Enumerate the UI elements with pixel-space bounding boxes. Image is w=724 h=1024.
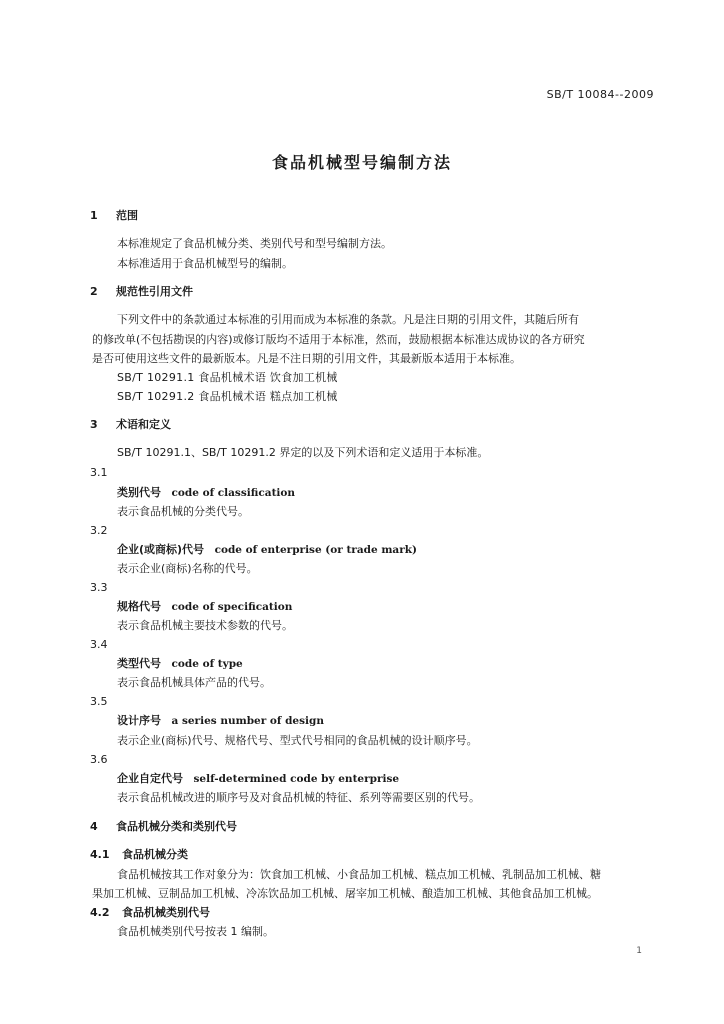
term-entry: [117, 772, 399, 786]
term-zh: 设计序号: [117, 714, 161, 727]
section-title: 规范性引用文件: [116, 285, 193, 298]
subsection-title: 食品机械类别代号: [122, 906, 210, 919]
term-number: 3.6: [90, 753, 108, 766]
paragraph: 果加工机械、豆制品加工机械、冷冻饮品加工机械、屠宰加工机械、酿造加工机械、其他食品加工机械。: [92, 887, 598, 900]
paragraph: 下列文件中的条款通过本标准的引用而成为本标准的条款。凡是注日期的引用文件，其随后所有: [117, 313, 579, 326]
term-en: self-determined code by enterprise: [193, 773, 400, 785]
term-definition: 表示食品机械具体产品的代号。: [117, 676, 271, 689]
term-entry: [117, 486, 295, 500]
normative-reference: SB/T 10291.2 食品机械术语 糕点加工机械: [117, 390, 338, 403]
term-number: 3.1: [90, 466, 108, 479]
term-zh: 类别代号: [117, 486, 161, 499]
section-title: 食品机械分类和类别代号: [116, 820, 237, 833]
subsection-number: 4.2: [90, 906, 110, 919]
section-number: 3: [90, 418, 98, 431]
term-number: 3.3: [90, 581, 108, 594]
term-zh: 规格代号: [117, 600, 161, 613]
term-number: 3.2: [90, 524, 108, 537]
term-zh: 类型代号: [117, 657, 161, 670]
section-number: 1: [90, 209, 98, 222]
paragraph: 本标准规定了食品机械分类、类别代号和型号编制方法。: [117, 237, 392, 250]
subsection-4-2-heading: [90, 906, 210, 920]
paragraph: 食品机械按其工作对象分为：饮食加工机械、小食品加工机械、糕点加工机械、乳制品加工机械、糖: [117, 868, 601, 881]
term-entry: [117, 600, 292, 614]
term-en: code of classification: [171, 487, 296, 499]
section-number: 2: [90, 285, 98, 298]
subsection-4-1-heading: [90, 848, 188, 862]
paragraph: 本标准适用于食品机械型号的编制。: [117, 257, 293, 270]
term-en: code of specification: [171, 601, 293, 613]
term-definition: 表示企业(商标)名称的代号。: [117, 562, 258, 575]
paragraph: 是否可使用这些文件的最新版本。凡是不注日期的引用文件，其最新版本适用于本标准。: [92, 352, 521, 365]
term-entry: [117, 657, 243, 671]
subsection-title: 食品机械分类: [122, 848, 188, 861]
term-zh: 企业自定代号: [117, 772, 183, 785]
term-en: code of type: [171, 658, 243, 670]
section-4-heading: [90, 820, 237, 834]
term-zh: 企业(或商标)代号: [117, 543, 205, 556]
term-number: 3.4: [90, 638, 108, 651]
term-definition: 表示企业(商标)代号、规格代号、型式代号相同的食品机械的设计顺序号。: [117, 734, 478, 747]
term-definition: 表示食品机械改进的顺序号及对食品机械的特征、系列等需要区别的代号。: [117, 791, 480, 804]
section-3-heading: [90, 418, 171, 432]
section-number: 4: [90, 820, 98, 833]
term-definition: 表示食品机械的分类代号。: [117, 505, 249, 518]
section-title: 范围: [116, 209, 138, 222]
term-definition: 表示食品机械主要技术参数的代号。: [117, 619, 293, 632]
section-1-heading: [90, 209, 138, 223]
document-title: 食品机械型号编制方法: [271, 153, 452, 172]
subsection-number: 4.1: [90, 848, 110, 861]
term-number: 3.5: [90, 695, 108, 708]
section-2-heading: [90, 285, 193, 299]
term-entry: [117, 714, 324, 728]
term-entry: [117, 543, 417, 557]
section-title: 术语和定义: [116, 418, 171, 431]
page-number: 1: [636, 946, 642, 956]
paragraph: SB/T 10291.1、SB/T 10291.2 界定的以及下列术语和定义适用于本标准。: [117, 446, 489, 459]
term-en: code of enterprise (or trade mark): [214, 544, 418, 556]
term-en: a series number of design: [171, 715, 324, 727]
normative-reference: SB/T 10291.1 食品机械术语 饮食加工机械: [117, 371, 338, 384]
paragraph: 食品机械类别代号按表 1 编制。: [117, 925, 274, 938]
paragraph: 的修改单(不包括勘误的内容)或修订版均不适用于本标准，然而，鼓励根据本标准达成协议的各方研究: [92, 333, 585, 346]
standard-number: SB/T 10084--2009: [546, 88, 654, 101]
